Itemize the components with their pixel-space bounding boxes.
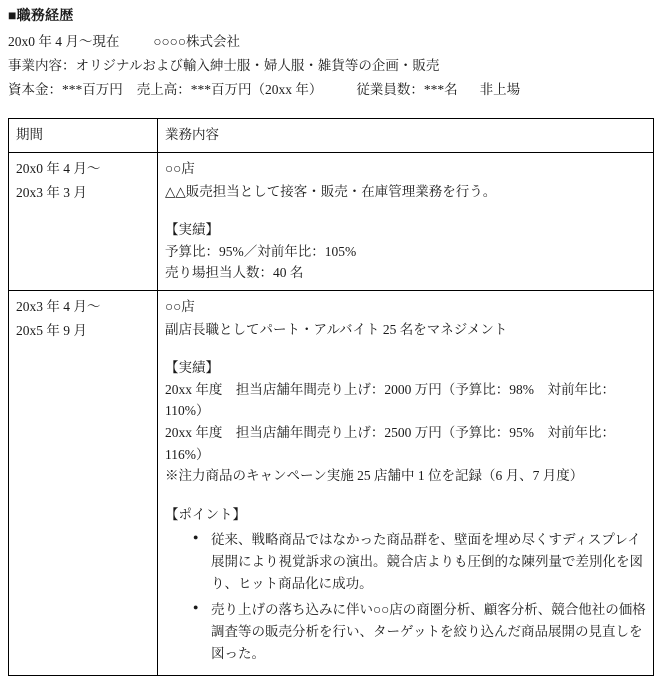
row1-period-cell (9, 153, 158, 291)
intro-period: 20x0 年 4 月～現在 (8, 33, 120, 49)
row2-store: ○○店 (165, 299, 195, 315)
row1-content-cell (158, 153, 654, 291)
row1-period-line-2: 20x3 年 3 月 (16, 184, 87, 200)
header-content: 業務内容 (158, 119, 654, 153)
intro-listing: 非上場 (479, 81, 521, 97)
row2-content-cell (158, 291, 654, 676)
row1-duties: △△販売担当として接客・販売・在庫管理業務を行う。 (165, 183, 497, 199)
intro-company: ○○○○株式会社 (153, 33, 240, 49)
intro-sales: 売上高：***百万円（20xx 年） (136, 81, 323, 97)
intro-finance (8, 80, 654, 101)
intro-employees: 従業員数：***名 (356, 81, 458, 97)
list-item: ● 売り上げの落ち込みに伴い○○店の商圏分析、顧客分析、競合他社の価格調査等の販売分析を行い、ターゲットを絞り込んだ商品展開の見直しを図った。 (193, 599, 646, 665)
row1-achievement-heading: 【実績】 (165, 222, 219, 238)
page-title: ■職務経歴 (8, 9, 74, 24)
row2-duties: 副店長職としてパート・アルバイト 25 名をマネジメント (165, 321, 508, 337)
table-row (9, 291, 654, 676)
intro-capital: 資本金：***百万円 (8, 81, 123, 97)
list-item: ● 従来、戦略商品ではなかった商品群を、壁面を埋め尽くすディスプレイ展開により視覚訴求の演出。競合店よりも圧倒的な陳列量で差別化を図り、ヒット商品化に成功。 (193, 529, 646, 595)
row2-achievement-heading: 【実績】 (165, 360, 219, 376)
table-header-row (9, 119, 654, 153)
row2-period-line-1: 20x3 年 4 月～ (16, 299, 101, 315)
row1-achievement-2: 売り場担当人数：40 名 (165, 265, 304, 281)
intro-period-company (8, 32, 654, 53)
header-period: 期間 (9, 119, 158, 153)
row2-achievement-2: 20xx 年度 担当店舗年間売り上げ：2500 万円（予算比：95% 対前年比：116%） (165, 424, 615, 462)
row1-achievement-1: 予算比：95%／対前年比：105% (165, 243, 357, 259)
table-row (9, 153, 654, 291)
row2-period-line-2: 20x5 年 9 月 (16, 322, 87, 338)
row2-point-list (165, 529, 646, 664)
row1-store: ○○店 (165, 161, 195, 177)
career-table (8, 118, 654, 675)
row2-period-cell (9, 291, 158, 676)
row2-achievement-1: 20xx 年度 担当店舗年間売り上げ：2000 万円（予算比：98% 対前年比：110%） (165, 381, 615, 419)
intro-business: 事業内容：オリジナルおよび輸入紳士服・婦人服・雑貨等の企画・販売 (8, 57, 440, 73)
row2-achievement-3: ※注力商品のキャンペーン実施 25 店舗中 1 位を記録（6 月、7 月度） (165, 468, 584, 484)
row2-point-heading: 【ポイント】 (165, 506, 246, 522)
row1-period-line-1: 20x0 年 4 月～ (16, 161, 101, 177)
